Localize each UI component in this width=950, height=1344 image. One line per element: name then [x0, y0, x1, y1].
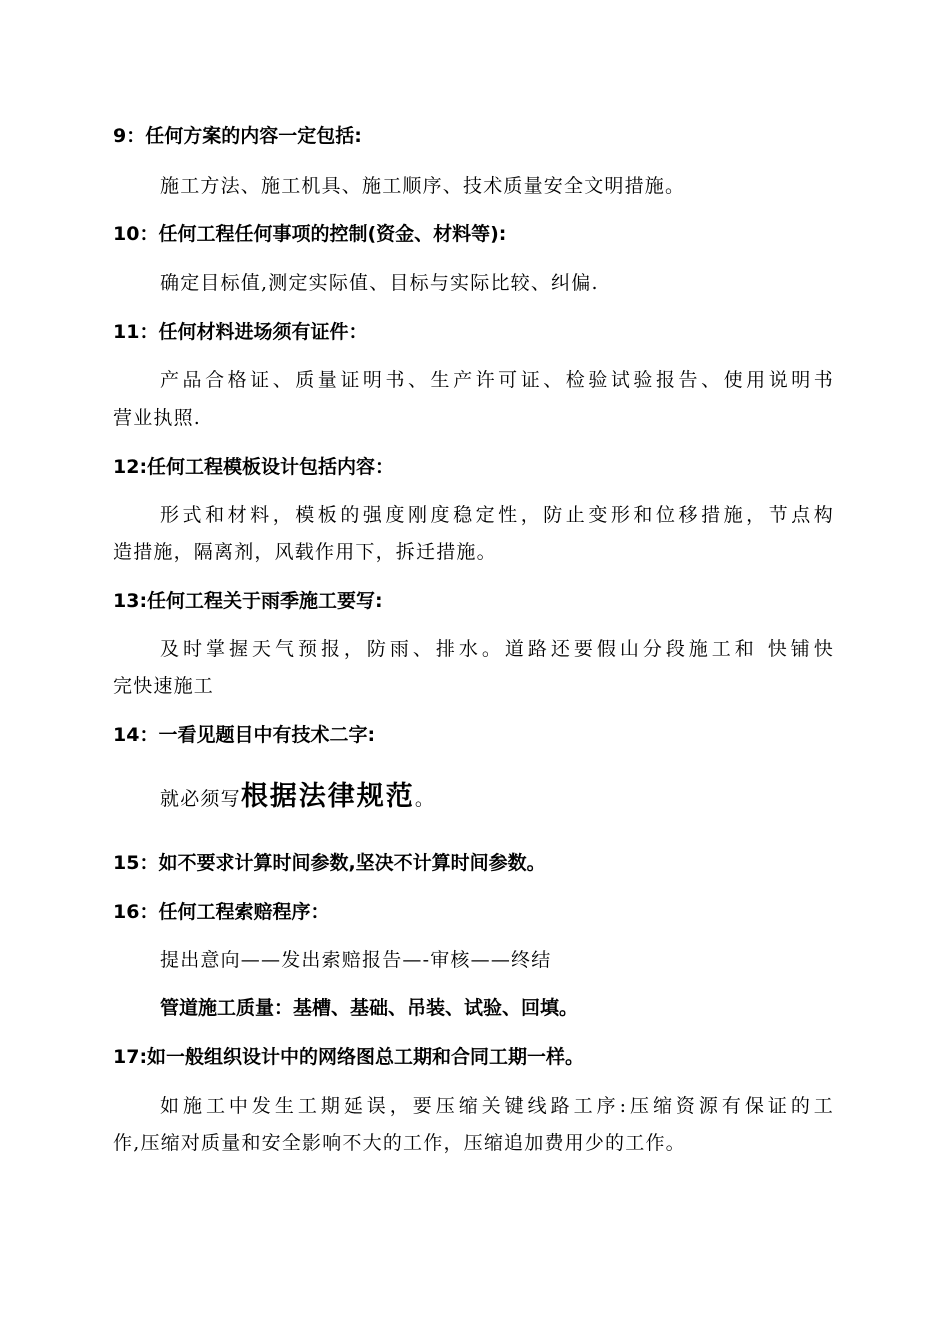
item-16-text: 提出意向——发出索赔报告—-审核——终结	[160, 949, 552, 971]
item-14-heading: 14：一看见题目中有技术二字:	[113, 724, 376, 746]
item-9-heading: 9：任何方案的内容一定包括:	[113, 125, 362, 147]
item-10-text: 确定目标值,测定实际值、目标与实际比较、纠偏.	[160, 272, 599, 294]
item-10-heading: 10：任何工程任何事项的控制(资金、材料等):	[113, 223, 507, 245]
item-14-prefix: 就必须写	[160, 788, 241, 810]
item-11-text-line2: 营业执照.	[113, 407, 202, 429]
item-17-heading: 17:如一般组织设计中的网络图总工期和合同工期一样。	[113, 1046, 585, 1068]
item-12-heading: 12:任何工程模板设计包括内容：	[113, 456, 395, 478]
item-11-heading: 11：任何材料进场须有证件：	[113, 321, 368, 343]
item-9-text: 施工方法、施工机具、施工顺序、技术质量安全文明措施。	[160, 175, 686, 197]
item-13-heading: 13:任何工程关于雨季施工要写:	[113, 590, 383, 612]
item-16-heading: 16：任何工程索赔程序：	[113, 901, 330, 923]
item-14-text	[160, 780, 435, 816]
item-14-emphasis: 根据法律规范	[240, 781, 415, 812]
item-13-text-line1: 及时掌握天气预报，防雨、排水。道路还要假山分段施工和 快铺快	[160, 638, 834, 660]
item-17-text-line2: 作,压缩对质量和安全影响不大的工作，压缩追加费用少的工作。	[113, 1132, 686, 1154]
item-15-heading: 15：如不要求计算时间参数,坚决不计算时间参数。	[113, 852, 546, 874]
item-17-text-line1: 如施工中发生工期延误，要压缩关键线路工序:压缩资源有保证的工	[160, 1095, 834, 1117]
item-12-text-line1: 形式和材料，模板的强度刚度稳定性，防止变形和位移措施，节点构	[160, 504, 834, 526]
item-16-pipe-quality: 管道施工质量：基槽、基础、吊装、试验、回填。	[160, 997, 579, 1019]
item-14-suffix: 。	[414, 788, 436, 810]
item-12-text-line2: 造措施，隔离剂，风载作用下，拆迁措施。	[113, 541, 497, 563]
item-11-text-line1: 产品合格证、质量证明书、生产许可证、检验试验报告、使用说明书	[160, 369, 834, 391]
item-13-text-line2: 完快速施工	[113, 675, 215, 697]
